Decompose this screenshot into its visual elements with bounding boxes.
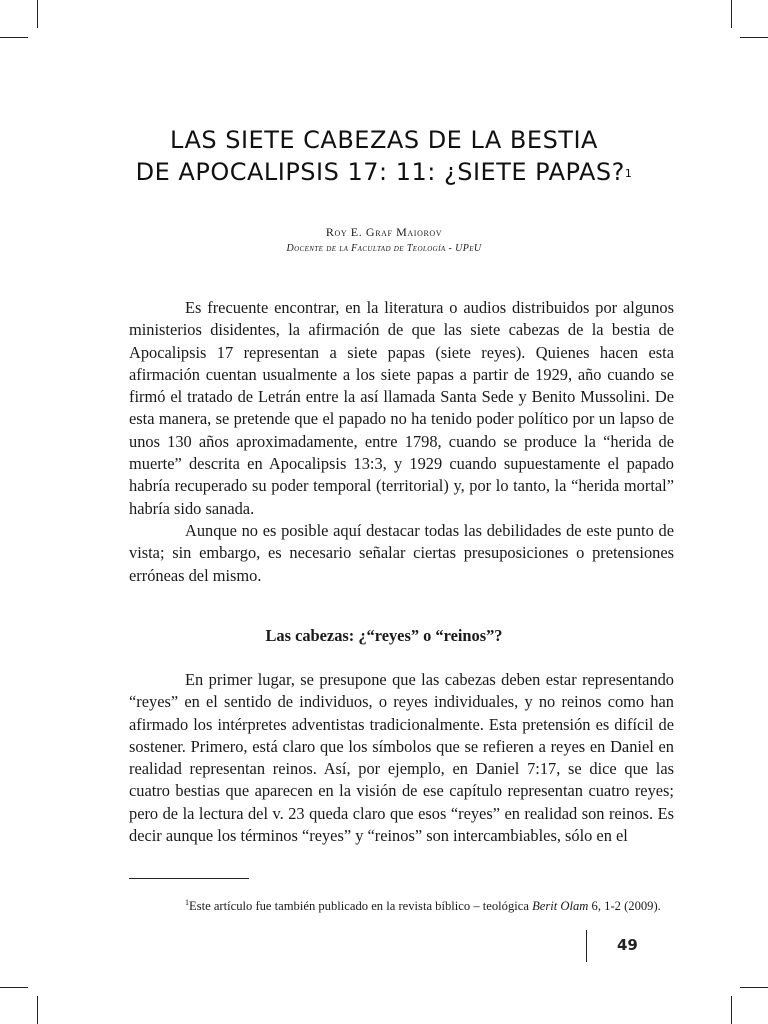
crop-mark — [731, 0, 732, 28]
title-footnote-mark: 1 — [624, 167, 633, 180]
crop-mark — [0, 37, 28, 38]
crop-mark — [731, 996, 732, 1024]
paragraph: En primer lugar, se presupone que las cabezas deben estar representando “reyes” en el sentido de individuos, o reyes individuales, y no reinos como han afirmado los intérpretes adventistas tradicionalmente. Esta pretensión es difícil de sostener. Primero, está claro que los símbolos que se refieren a reyes en Daniel en realidad representan reinos. Así, por ejemplo, en Daniel 7:17, se dice que las cuatro bestias que aparecen en la visión de ese capítulo representan cuatro reyes; pero de la lectura del v. 23 queda claro que esos “reyes” en realidad son reinos. Es decir aunque los términos “reyes” y “reinos” son intercambiables, sólo en el — [129, 670, 674, 846]
footnote — [129, 893, 674, 916]
title-line-2-text: DE APOCALIPSIS 17: 11: ¿SIETE PAPAS? — [135, 158, 625, 186]
page-number-separator — [586, 930, 587, 962]
section-heading: Las cabezas: ¿“reyes” o “reinos”? — [265, 626, 503, 645]
footnote-journal: Berit Olam — [532, 899, 589, 914]
intro-text — [129, 297, 674, 587]
author-affiliation: Docente de la Facultad de Teología - UPeU — [286, 243, 482, 254]
section-text — [129, 669, 674, 847]
article-title — [0, 124, 768, 188]
title-line-2 — [0, 156, 768, 188]
paragraph: Aunque no es posible aquí destacar todas las debilidades de este punto de vista; sin embargo, es necesario señalar ciertas presuposiciones o pretensiones erróneas del mismo. — [129, 520, 674, 585]
author-name: Roy E. Graf Maiorov — [325, 225, 443, 239]
footnote-rule — [129, 878, 249, 879]
crop-mark — [740, 987, 768, 988]
paragraph: Es frecuente encontrar, en la literatura o audios distribuidos por algunos ministerios disidentes, la afirmación de que las siete cabezas de la bestia de Apocalipsis 17 representan a siete papas (siete reyes). Quienes hacen esta afirmación cuentan usualmente a los siete papas a partir de 1929, año cuando se firmó el tratado de Letrán entre la así llamada Santa Sede y Benito Mussolini. De esta manera, se pretende que el papado no ha tenido poder político por un lapso de unos 130 años aproximadamente, entre 1798, cuando se produce la “herida de muerte” descrita en Apocalipsis 13:3, y 1929 cuando supuestamente el papado habría recuperado su poder temporal (territorial) y, por lo tanto, la “herida mortal” habría sido sanada. — [129, 298, 674, 518]
title-line-1: LAS SIETE CABEZAS DE LA BESTIA — [170, 126, 598, 154]
crop-mark — [37, 0, 38, 28]
crop-mark — [740, 37, 768, 38]
page-number: 49 — [617, 936, 638, 954]
footnote-mark: 1 — [185, 898, 189, 907]
footnote-text: Este artículo fue también publicado en la revista bíblico – teológica — [189, 899, 533, 914]
footnote-text-end: 6, 1-2 (2009). — [588, 899, 661, 914]
crop-mark — [37, 996, 38, 1024]
crop-mark — [0, 987, 28, 988]
